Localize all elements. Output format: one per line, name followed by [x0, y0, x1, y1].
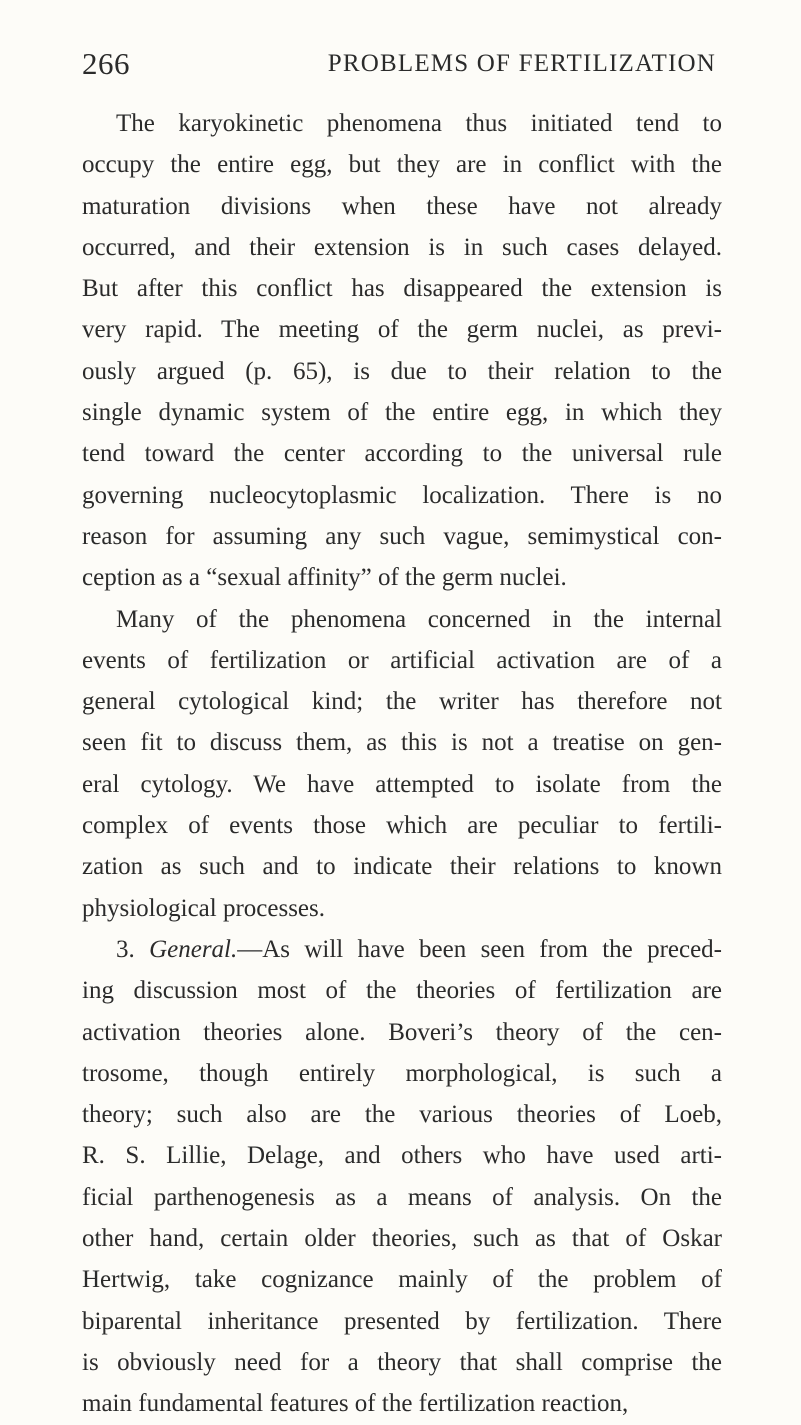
running-head: PROBLEMS OF FERTILIZATION [327, 50, 716, 77]
text-line: eral cytology. We have attempted to isolate from the [82, 770, 722, 798]
text-line: Many of the phenomena concerned in the internal [116, 605, 722, 633]
text-line: activation theories alone. Boveri’s theory of the cen- [82, 1018, 722, 1046]
text-line: occupy the entire egg, but they are in conflict with the [82, 151, 722, 179]
text-line: is obviously need for a theory that shall comprise the [82, 1348, 722, 1376]
text-line: physiological processes. [82, 894, 326, 922]
text-line [82, 929, 722, 970]
text-line: ception as a “sexual affinity” of the germ nuclei. [82, 564, 567, 592]
line-text: —As will have been seen from the preced- [237, 935, 723, 963]
text-line: tend toward the center according to the universal rule [82, 440, 722, 468]
text-line: other hand, certain older theories, such as that of Oskar [82, 1225, 722, 1253]
text-line: ing discussion most of the theories of fertilization are [82, 977, 722, 1005]
page-header [82, 44, 722, 90]
paragraph [82, 103, 722, 599]
section-number: 3. [116, 935, 135, 963]
text-line: trosome, though entirely morphological, is such a [82, 1059, 722, 1087]
text-line: maturation divisions when these have not already [82, 192, 722, 220]
text-line: reason for assuming any such vague, semimystical con- [82, 522, 722, 550]
text-line: zation as such and to indicate their relations to known [82, 853, 722, 881]
text-line: The karyokinetic phenomena thus initiated tend to [116, 110, 722, 137]
body-text [82, 103, 722, 1425]
text-line: biparental inheritance presented by fertilization. There [82, 1307, 722, 1335]
paragraph [82, 599, 722, 929]
text-line: events of fertilization or artificial activation are of a [82, 646, 722, 674]
text-line: But after this conflict has disappeared the extension is [82, 275, 722, 303]
page-number: 266 [82, 46, 130, 81]
text-line: seen fit to discuss them, as this is not a treatise on gen- [82, 729, 722, 757]
text-line: R. S. Lillie, Delage, and others who have used arti- [82, 1142, 722, 1170]
text-line: Hertwig, take cognizance mainly of the problem of [82, 1266, 722, 1294]
text-line: theory; such also are the various theories of Loeb, [82, 1101, 722, 1129]
text-line: general cytological kind; the writer has therefore not [82, 688, 722, 716]
text-line: occurred, and their extension is in such cases delayed. [82, 233, 722, 261]
text-line: ficial parthenogenesis as a means of analysis. On the [82, 1183, 722, 1211]
text-line: single dynamic system of the entire egg, in which they [82, 399, 722, 427]
text-line: ously argued (p. 65), is due to their relation to the [82, 357, 722, 385]
text-line: main fundamental features of the fertilization reaction, [82, 1390, 629, 1418]
section-title: General. [149, 935, 238, 963]
text-line: complex of events those which are peculiar to fertili- [82, 812, 722, 840]
text-line: governing nucleocytoplasmic localization. There is no [82, 481, 722, 509]
paragraph [82, 929, 722, 1425]
text-line: very rapid. The meeting of the germ nuclei, as previ- [82, 316, 722, 344]
